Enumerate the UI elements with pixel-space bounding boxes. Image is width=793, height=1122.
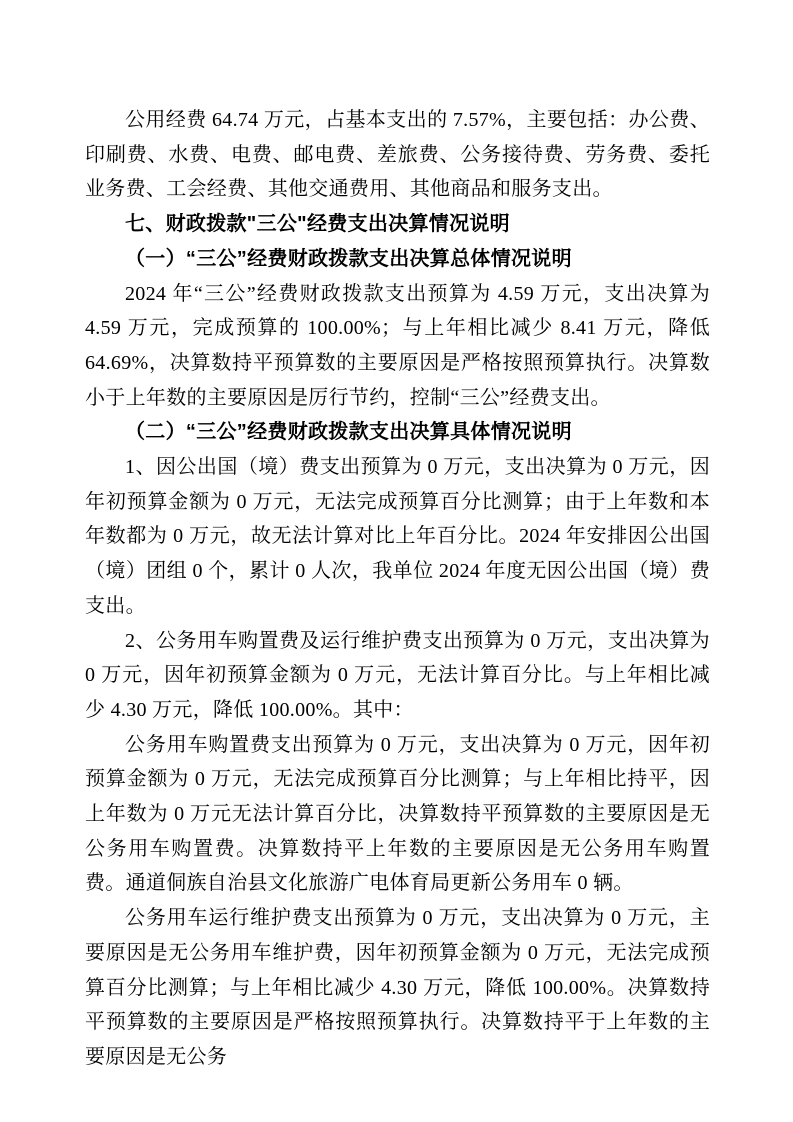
heading-sub-1-overall-situation: （一）“三公”经费财政拨款支出决算总体情况说明 [125,247,572,270]
heading-sub-2-specific-situation: （二）“三公”经费财政拨款支出决算具体情况说明 [125,421,572,444]
paragraph-public-funds-summary: 公用经费 64.74 万元，占基本支出的 7.57%，主要包括：办公费、印刷费、水费、电费、邮电费、差旅费、公务接待费、劳务费、委托业务费、工会经费、其他交通费用、其他商品和服务支出。 [85,109,710,201]
heading-section-7-sangong-expense: 七、财政拨款"三公"经费支出决算情况说明 [125,213,510,236]
paragraph-vehicle-total: 2、公务用车购置费及运行维护费支出预算为 0 万元，支出决算为 0 万元，因年初预算金额为 0 万元，无法计算百分比。与上年相比减少 4.30 万元，降低 100.00%。其中： [85,629,710,721]
paragraph-vehicle-purchase: 公务用车购置费支出预算为 0 万元，支出决算为 0 万元，因年初预算金额为 0 万元，无法完成预算百分比测算；与上年相比持平，因上年数为 0 万元无法计算百分比，决算数持平预算数的主要原因是无公务用车购置费。决算数持平上年数的主要原因是无公务用车购置费。通道侗族自治县文化旅游广电体育局更新公务用车 0 辆。 [85,733,710,895]
paragraph-abroad-expense: 1、因公出国（境）费支出预算为 0 万元，支出决算为 0 万元，因年初预算金额为 0 万元，无法完成预算百分比测算；由于上年数和本年数都为 0 万元，故无法计算对比上年百分比。2024 年安排因公出国（境）团组 0 个，累计 0 人次，我单位 2024 年度无因公出国（境）费支出。 [85,456,710,617]
paragraph-vehicle-maintenance: 公务用车运行维护费支出预算为 0 万元，支出决算为 0 万元，主要原因是无公务用车维护费，因年初预算金额为 0 万元，无法完成预算百分比测算；与上年相比减少 4.30 万元，降低 100.00%。决算数持平预算数的主要原因是严格按照预算执行。决算数持平于上年数的主要原因是无公务 [85,907,710,1068]
paragraph-sangong-overall: 2024 年“三公”经费财政拨款支出预算为 4.59 万元，支出决算为 4.59 万元，完成预算的 100.00%；与上年相比减少 8.41 万元，降低 64.69%，决算数持平预算数的主要原因是严格按照预算执行。决算数小于上年数的主要原因是厉行节约，控制“三公”经费支出。 [85,282,710,409]
